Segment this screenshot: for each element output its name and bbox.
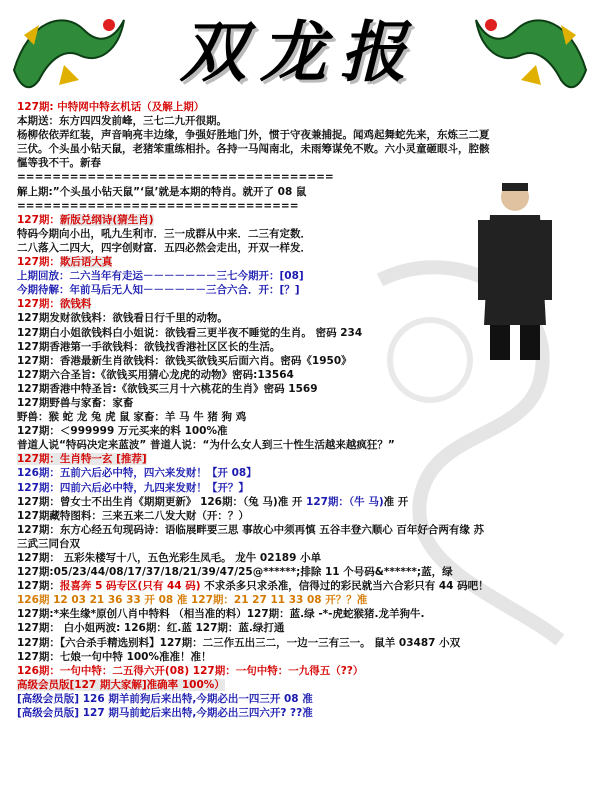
text-line bbox=[17, 621, 587, 635]
text-segment: 高级会员版[127 期大家解]准确率 100%） bbox=[17, 678, 225, 691]
text-segment: [高级会员版] 126 期羊前狗后来出特,今期必出一四三开 08 准 bbox=[17, 692, 313, 705]
text-segment: 三伏。个头虽小钻天鼠，老猪笨重练相扑。各持一马闯南北，未雨筹谋免不败。六小灵童砸眼斗，腔骸 bbox=[17, 143, 490, 156]
text-segment: 杨柳依依弄红装，声音响亮丰边缘，争强好胜地门外，惯于守夜兼捕捉。闻鸡起舞蛇先来，东炼三二夏 bbox=[17, 129, 490, 142]
text-segment: 本期送：东方四四发前峰，三七二九开很期。 bbox=[17, 115, 227, 128]
text-line bbox=[17, 100, 587, 114]
text-segment: 127期： bbox=[17, 298, 60, 311]
text-segment: ==================================== bbox=[17, 171, 334, 184]
text-segment: 126期：一句中特：二五得六开(08) 127期：一句中特：一九得五（??） bbox=[17, 664, 364, 677]
text-segment: ================================ bbox=[17, 199, 299, 212]
text-segment: 127期香港第一手欲钱料：欲钱找香港社区区长的生活。 bbox=[17, 340, 281, 353]
text-segment: 127期： bbox=[17, 213, 60, 226]
text-line bbox=[17, 410, 587, 424]
text-line bbox=[17, 283, 587, 297]
text-segment: 普道人说“特码决定来蓝波” 普道人说：“为什么女人到三十性生活越来越疯狂？” bbox=[17, 439, 395, 452]
text-line bbox=[17, 636, 587, 650]
text-line bbox=[17, 706, 587, 720]
text-line bbox=[17, 199, 587, 213]
text-line bbox=[17, 128, 587, 142]
text-segment: [高级会员版] 127 期马前蛇后来出特,今期必出三四六开? ??准 bbox=[17, 707, 313, 720]
text-line bbox=[17, 326, 587, 340]
text-segment: 127期：四前六后必中特，九四来发财！【开？】 bbox=[17, 481, 249, 494]
page-title: 双龙报 bbox=[180, 13, 420, 91]
text-line bbox=[17, 340, 587, 354]
text-line bbox=[17, 481, 587, 495]
text-segment: 报喜奔 5 码专区(只有 44 码) bbox=[59, 580, 201, 593]
text-line bbox=[17, 692, 587, 706]
text-segment: 127期：【六合杀手精选别料】127期：二三作五出三二，一边一三有三一。 鼠羊 03487 小双 bbox=[17, 636, 461, 649]
text-segment: 127期藏特图料：三来五来二八发大财（开：？） bbox=[17, 509, 249, 522]
text-segment: 127期：香港最新生肖欲钱料：欲钱买欲钱买后面六肖。密码《1950》 bbox=[17, 354, 352, 367]
text-segment: 二八落入二四大，四字创财富．五四必然会走出，开双一样发． bbox=[17, 241, 311, 254]
text-line bbox=[17, 255, 587, 269]
text-line bbox=[17, 509, 587, 523]
text-segment: 127期：＜999999 万元买来的料 100%准 bbox=[17, 425, 228, 438]
text-line bbox=[17, 607, 587, 621]
text-segment: 127期：东方心经五句现码诗：语临展畔要三思 事故心中须再慎 五谷丰登六顺心 百年好合两有缘 苏 bbox=[17, 523, 485, 536]
text-line bbox=[17, 678, 587, 692]
text-segment: 特码今期向小出，吼九生利市．三一成群从中来．二三有定数． bbox=[17, 227, 311, 240]
text-line bbox=[17, 396, 587, 410]
text-segment: 野兽：猴 蛇 龙 兔 虎 鼠 家畜：羊 马 牛 猪 狗 鸡 bbox=[17, 411, 247, 424]
text-line bbox=[17, 156, 587, 170]
header bbox=[0, 0, 600, 100]
text-line bbox=[17, 185, 587, 199]
text-line bbox=[17, 650, 587, 664]
text-line bbox=[17, 424, 587, 438]
text-segment: 今期待解：年前马后无人知－－－－－－三合六合．开：[？] bbox=[17, 284, 300, 297]
text-segment: 三武三同台双 bbox=[17, 537, 80, 550]
dragon-left-icon bbox=[4, 0, 134, 100]
text-line bbox=[17, 114, 587, 128]
text-line bbox=[17, 438, 587, 452]
text-line bbox=[17, 523, 587, 537]
text-line bbox=[17, 213, 587, 227]
text-segment: 127期:05/23/44/08/17/37/18/21/39/47/25@******;排除 11 个号码&******;蓝，绿 bbox=[17, 566, 453, 579]
text-line bbox=[17, 466, 587, 480]
text-segment: 127期: bbox=[17, 101, 54, 113]
text-segment: 上期回放：二六当年有走运－－－－－－－三七今期开：[08] bbox=[17, 270, 304, 283]
article-body bbox=[17, 100, 587, 720]
text-line bbox=[17, 579, 587, 593]
text-line bbox=[17, 241, 587, 255]
text-segment: 127期野兽与家畜：家畜 bbox=[17, 396, 134, 409]
text-segment: 127期发财欲钱料：欲钱看日行千里的动物。 bbox=[17, 312, 228, 325]
text-segment: 解上期:”个头虽小钻天鼠”‘鼠’就是本期的特肖。就开了 08 鼠 bbox=[17, 185, 307, 198]
text-segment: 126期：五前六后必中特，四六来发财！【开 08】 bbox=[17, 467, 257, 480]
text-segment: 127期六合圣旨:《欲钱买用猜心龙虎的动物》密码:13564 bbox=[17, 368, 294, 381]
text-line bbox=[17, 565, 587, 579]
text-line bbox=[17, 368, 587, 382]
text-line bbox=[17, 382, 587, 396]
text-segment: 127期： bbox=[17, 580, 60, 593]
text-segment: 127期： 五彩朱楼写十八，五色光彩生凤毛。 龙牛 02189 小单 bbox=[17, 552, 322, 564]
text-segment: 新版兑纲诗(猜生肖) bbox=[59, 213, 154, 226]
text-segment: 欺后语大真 bbox=[59, 256, 113, 269]
text-segment: 不求杀多只求杀准，信得过的彩民就当六合彩只有 44 码吧！ bbox=[200, 580, 489, 593]
text-line bbox=[17, 593, 587, 607]
text-line bbox=[17, 452, 587, 466]
text-line bbox=[17, 269, 587, 283]
text-segment: 慪等我不干。新春 bbox=[17, 157, 101, 170]
dragon-right-icon bbox=[466, 0, 596, 100]
text-line bbox=[17, 297, 587, 311]
text-line bbox=[17, 311, 587, 325]
text-line bbox=[17, 664, 587, 678]
text-segment: 127期香港中特圣旨:《欲钱买三月十六桃花的生肖》密码 1569 bbox=[17, 382, 318, 395]
text-line bbox=[17, 551, 587, 565]
text-line bbox=[17, 227, 587, 241]
text-segment: 127期：七娘一句中特 100%准准！准！ bbox=[17, 650, 212, 663]
text-segment: 126期 12 03 21 36 33 开 08 准 127期：21 27 11 33 08 开？？准 bbox=[17, 594, 368, 607]
text-line bbox=[17, 170, 587, 184]
text-segment: 准 开 bbox=[383, 495, 409, 508]
text-segment: 127期：曾女士不出生肖《期期更新》 126期：（兔 马)准 开 bbox=[17, 495, 307, 508]
text-segment: 127期： bbox=[17, 256, 60, 269]
text-segment: 127期： 白小姐两波: 126期：红.蓝 127期：蓝.绿打通 bbox=[17, 622, 285, 635]
text-segment: 127期:*来生缘*原创八肖中特料 （相当准的料）127期：蓝.绿 -*-虎蛇猴猪.龙羊狗牛. bbox=[17, 608, 425, 621]
text-line bbox=[17, 142, 587, 156]
text-line bbox=[17, 537, 587, 551]
text-segment: 127期：（牛 马) bbox=[306, 495, 384, 508]
text-segment: 127期：生肖特一玄 [推荐] bbox=[17, 453, 147, 466]
text-line bbox=[17, 354, 587, 368]
text-segment: 欲钱料 bbox=[59, 298, 92, 311]
text-segment: 中特网中特玄机话（及解上期） bbox=[53, 101, 205, 113]
text-line bbox=[17, 495, 587, 509]
text-segment: 127期白小姐欲钱料白小姐说：欲钱看三更半夜不睡觉的生肖。 密码 234 bbox=[17, 326, 363, 339]
